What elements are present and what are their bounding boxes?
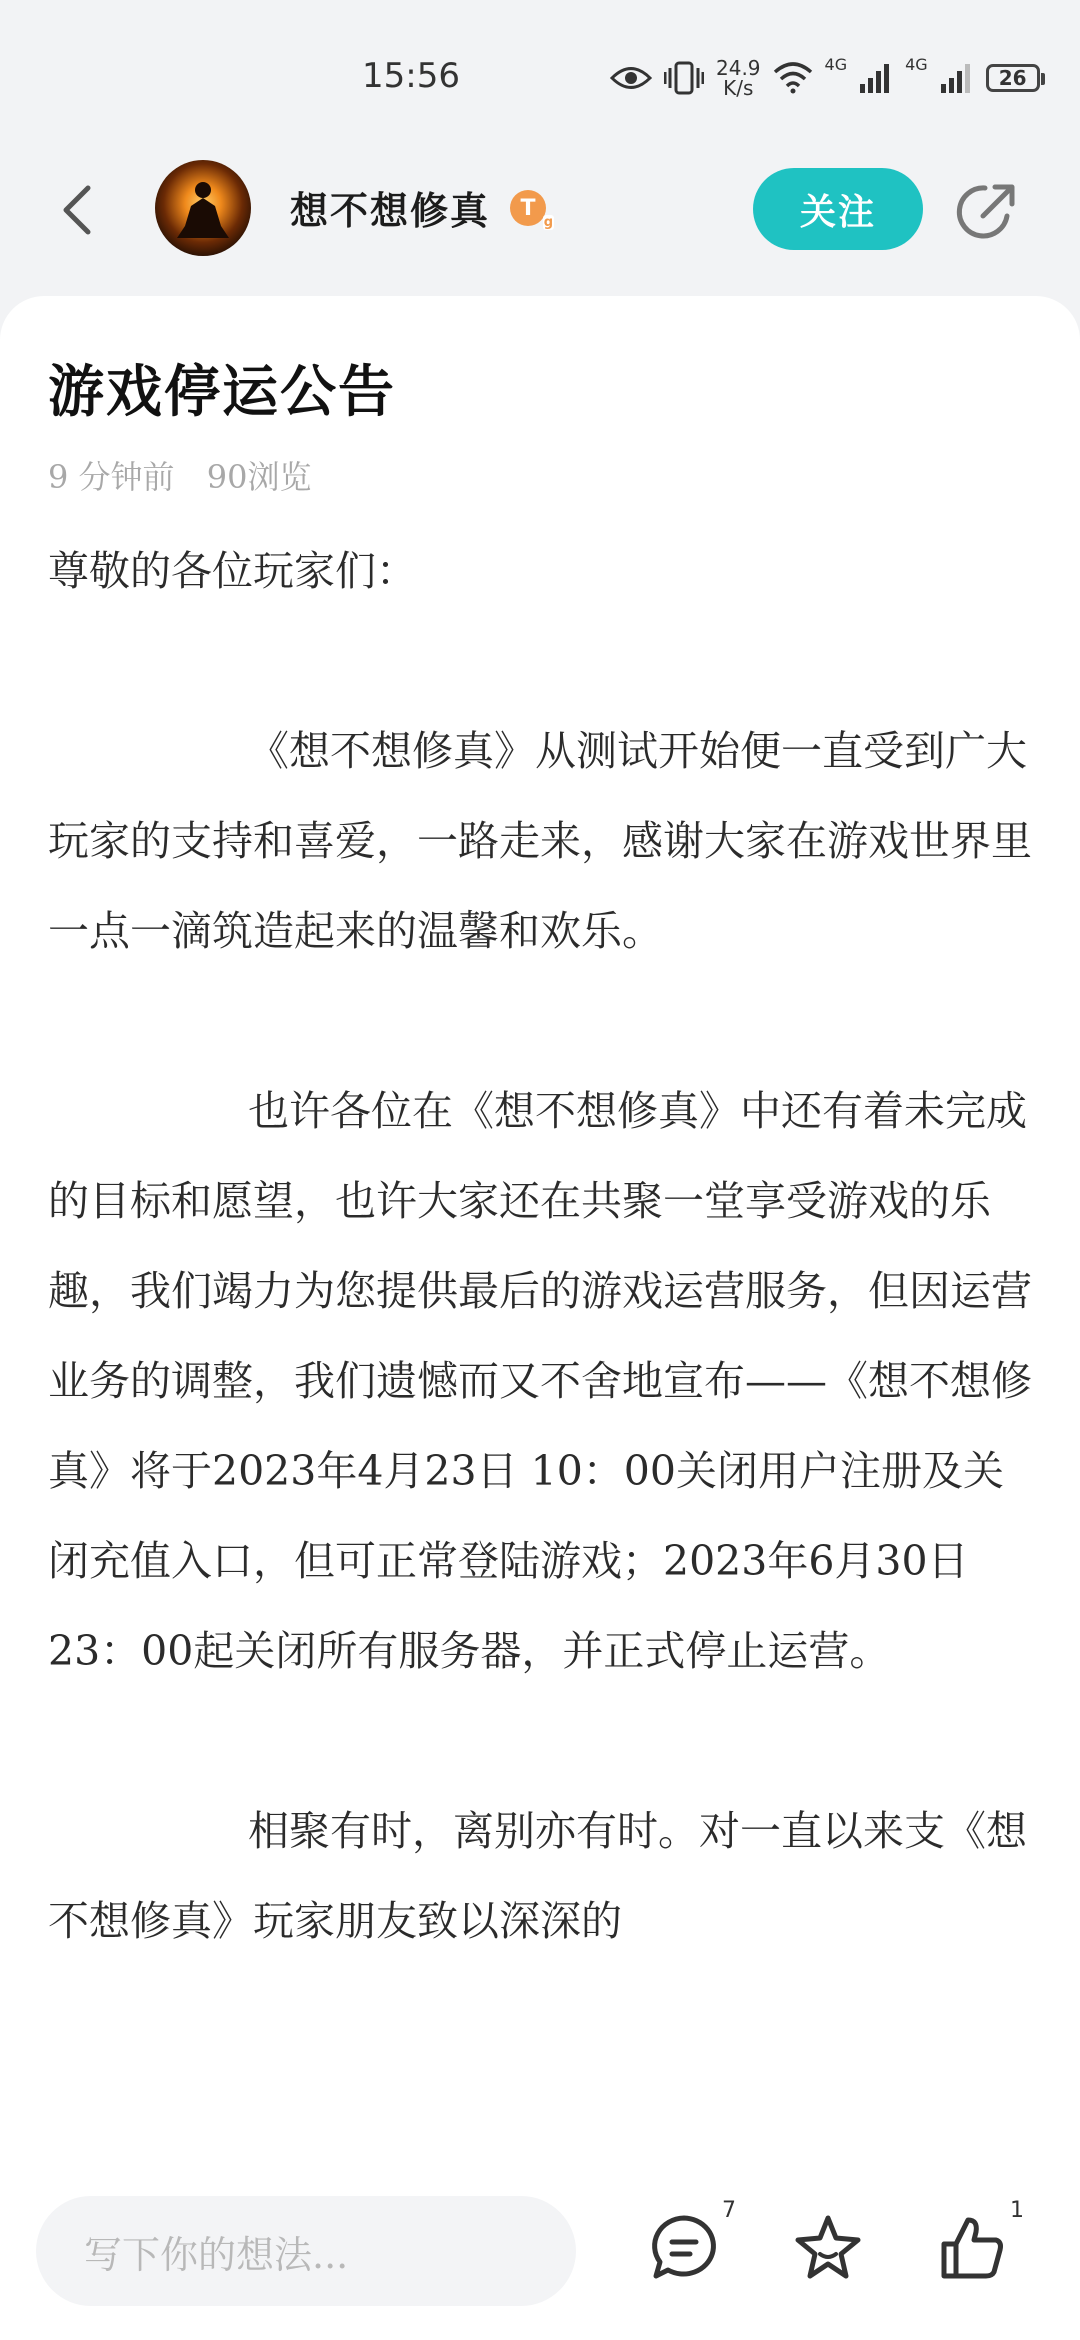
article-card [0, 296, 1080, 2166]
chevron-left-icon [50, 180, 110, 240]
paragraph-3: 相聚有时，离别亦有时。对一直以来支《想不想修真》玩家朋友致以深深的 [48, 1807, 1027, 1945]
like-button[interactable] [934, 2198, 1024, 2286]
avatar[interactable] [155, 160, 251, 256]
content-fade [0, 2060, 1080, 2170]
article-meta [48, 452, 333, 498]
comment-input[interactable]: 写下你的想法... [36, 2196, 576, 2306]
status-bar [0, 0, 1080, 150]
vibrate-icon [664, 60, 704, 96]
battery-icon: 26 [986, 64, 1040, 92]
network-type-2: 4G [905, 54, 928, 74]
thumbs-up-icon [934, 2210, 1010, 2286]
paragraph-spacer [48, 616, 1032, 706]
network-type-1: 4G [824, 54, 848, 74]
status-time: 15:56 [362, 56, 460, 96]
favorite-button[interactable] [790, 2210, 866, 2286]
bottom-action-bar [0, 2166, 1080, 2340]
comment-count: 7 [722, 2198, 736, 2223]
star-icon [790, 2210, 866, 2286]
meditating-figure-icon [155, 160, 251, 256]
post-time: 9 分钟前 [48, 458, 175, 496]
paragraph-spacer [48, 1696, 1032, 1786]
share-arrow-icon [955, 178, 1021, 244]
article-body [48, 526, 1032, 1966]
author-name[interactable]: 想不想修真 [290, 188, 491, 233]
comment-bubble-icon [646, 2210, 722, 2286]
signal-icon-2 [940, 62, 974, 94]
post-header [0, 150, 1080, 290]
eye-icon [610, 63, 652, 93]
status-icons [610, 48, 1040, 108]
like-count: 1 [1010, 2198, 1024, 2223]
article-title: 游戏停运公告 [48, 359, 396, 425]
follow-button[interactable]: 关注 [753, 168, 923, 250]
network-speed: 24.9 K/s [716, 56, 761, 100]
view-count: 90浏览 [206, 458, 312, 496]
wifi-icon [773, 62, 813, 94]
paragraph-1: 《想不想修真》从测试开始便一直受到广大玩家的支持和喜爱，一路走来，感谢大家在游戏世界里一点一滴筑造起来的温馨和欢乐。 [48, 727, 1032, 955]
paragraph-spacer [48, 976, 1032, 1066]
author-badge: T g [510, 190, 546, 226]
greeting: 尊敬的各位玩家们： [48, 547, 417, 595]
back-button[interactable] [50, 180, 110, 240]
share-button[interactable] [955, 178, 1021, 244]
comment-button[interactable] [646, 2198, 736, 2286]
signal-icon-1 [859, 62, 893, 94]
paragraph-2: 也许各位在《想不想修真》中还有着未完成的目标和愿望，也许大家还在共聚一堂享受游戏的乐趣，我们竭力为您提供最后的游戏运营服务，但因运营业务的调整，我们遗憾而又不舍地宣布——《想不想修真》将于2023年4月23日 10：00关闭用户注册及关闭充值入口，但可正常登陆游戏；2023年6月30日23：00起关闭所有服务器，并正式停止运营。 [48, 1087, 1032, 1675]
